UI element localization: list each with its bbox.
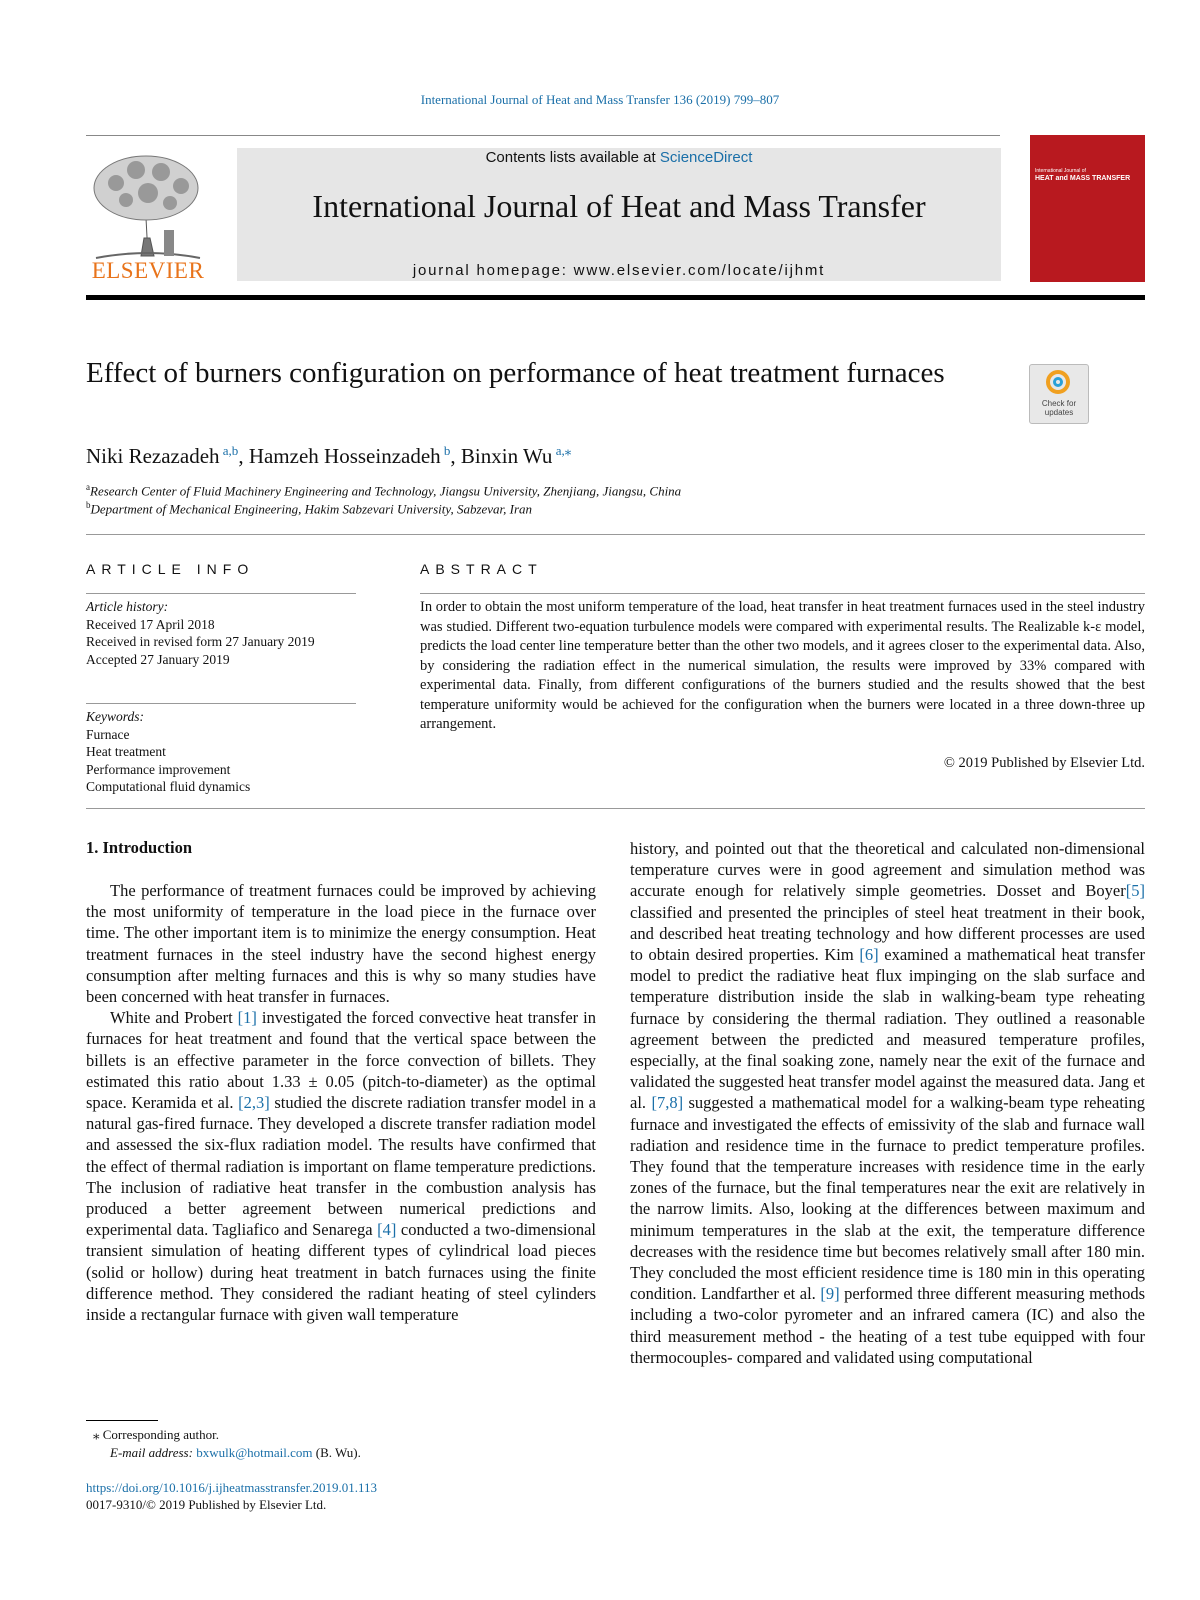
article-info-heading: ARTICLE INFO: [86, 561, 255, 577]
footnote-rule: [86, 1420, 158, 1421]
check-updates-label: Check for updates: [1041, 399, 1077, 417]
corresponding-author-note: ⁎ Corresponding author.: [93, 1427, 220, 1442]
citation-link[interactable]: [5]: [1125, 881, 1145, 901]
cover-title: HEAT and MASS TRANSFER: [1035, 175, 1131, 182]
keywords-label: Keywords:: [86, 709, 144, 724]
body-column-left: [86, 880, 596, 1325]
affiliation-a: $^a$Research Center of Fluid Machinery Engineering and Technology, Jiangsu University, Zhenjiang, Jiangsu, China: [86, 482, 682, 499]
author-separator: ,: [238, 444, 249, 468]
section-heading: 1. Introduction: [86, 838, 193, 857]
journal-citation[interactable]: International Journal of Heat and Mass Transfer 136 (2019) 799–807: [420, 92, 780, 107]
citation-link[interactable]: [4]: [377, 1220, 397, 1240]
keyword: Furnace: [86, 726, 130, 742]
body-text: White and Probert: [110, 1008, 238, 1028]
issn-line: 0017-9310/© 2019 Published by Elsevier Ltd.: [86, 1497, 327, 1512]
citation-link[interactable]: [1]: [237, 1008, 257, 1028]
history-revised: Received in revised form 27 January 2019: [86, 634, 315, 649]
abstract-text: In order to obtain the most uniform temperature of the load, heat transfer in heat treatment furnaces used in the steel industry was studied. Different two-equation turbulence models were compared with experimental results. The Realizable k-ε model, predicts the load center line temperature better than the other two models, and it agrees closer to the experimental data. Also, by considering the radiation effect in the numerical simulation, the results were improved by 33% compared with experimental data. Finally, from different configurations of the burners studied and the results showed that the best temperature uniformity would be achieved for the configuration when the burners were located in a three down-three up arrangement.: [420, 599, 1145, 732]
history-accepted: Accepted 27 January 2019: [86, 651, 230, 667]
keyword: Computational fluid dynamics: [86, 779, 251, 794]
body-text: studied the discrete radiation transfer model in a natural gas-fired furnace. They developed a discrete transfer radiation model and assessed the six-flux radiation model. The results have confirmed that the effect of thermal radiation is important on flame temperature predictions. The inclusion of radiative heat transfer in the combustion analysis has produced a better agreement between numerical predictions and experimental data. Tagliafico and Senarega: [86, 1093, 596, 1240]
keyword: Heat treatment: [86, 744, 166, 759]
body-text: The performance of treatment furnaces could be improved by achieving the most uniformity of temperature in the load piece in the furnace over time. The other important item is to minimize the energy consumption. Heat treatment furnaces in the steel industry have the second highest energy consumption after melting furnaces and this is why so many studies have been concerned with heat transfer in furnaces.: [86, 881, 596, 1007]
email-link[interactable]: bxwulk@hotmail.com: [196, 1445, 313, 1460]
abstract-copyright: © 2019 Published by Elsevier Ltd.: [943, 755, 1145, 771]
body-text: examined a mathematical heat transfer model to predict the radiative heat flux impinging on the slab surface and temperature distribution inside the slab in walking-beam type reheating furnace by considering the thermal radiation. They outlined a reasonable agreement between the predicted and measured temperature profiles, especially, at the final soaking zone, namely near the exit of the furnace and validated the suggested heat transfer model against the measured data. Jang et al.: [630, 945, 1145, 1113]
header-rule: [86, 135, 1000, 136]
affiliation-b: $^b$Department of Mechanical Engineering, Hakim Sabzevari University, Sabzevar, Iran: [86, 500, 533, 517]
cover-small-text: International Journal of: [1035, 168, 1086, 174]
article-history: [86, 598, 356, 668]
divider: [420, 593, 1145, 594]
keywords: [86, 708, 356, 796]
author-list: [86, 444, 571, 469]
check-for-updates-button[interactable]: [1029, 364, 1089, 424]
author-name[interactable]: Hamzeh Hosseinzadeh: [248, 444, 441, 468]
check-updates-icon: [1046, 370, 1070, 394]
paragraph: [86, 880, 596, 1007]
paragraph: [630, 838, 1145, 1368]
doi-link[interactable]: https://doi.org/10.1016/j.ijheatmasstransfer.2019.01.113: [86, 1480, 378, 1495]
abstract-heading: ABSTRACT: [420, 561, 543, 577]
contents-prefix: Contents lists available at: [485, 149, 660, 166]
author-affiliation-mark[interactable]: a,b: [219, 443, 239, 458]
divider: [86, 534, 1145, 535]
divider: [86, 593, 356, 594]
body-text: investigated the forced convective heat transfer in furnaces for heat treatment and found that the vertical space between the billets is an effective parameter in the force convection of billets. They estimated this ratio about 1.33 ± 0.05 (pitch-to-diameter) as the optimal space. Keramida et al.: [86, 1008, 596, 1113]
journal-title: International Journal of Heat and Mass Transfer: [312, 188, 926, 224]
body-text: performed three different measuring methods including a two-color pyrometer and an infrared camera (IC) and also the third measurement method - the heating of a test tube equipped with four thermocouples- compared and validated using computational: [630, 1284, 1145, 1367]
body-text: suggested a mathematical model for a walking-beam type reheating furnace and investigated the effects of emissivity of the slab and furnace wall radiation and residence time in the furnace to predict temperature profiles. They found that the temperature increases with residence time in the early zones of the furnace, but the final temperatures near the exit are relatively in the narrow limits. Also, looking at the differences between maximum and minimum temperatures in the slab at the exit, the temperature difference decreases with the residence time but becomes relatively small after 180 min. They concluded the most efficient residence time is 180 min in this operating condition. Landfarther et al.: [630, 1093, 1145, 1304]
email-note: E-mail address: bxwulk@hotmail.com (B. Wu).: [110, 1445, 361, 1460]
contents-line: [237, 149, 1001, 166]
body-text: conducted a two-dimensional transient simulation of heating different types of cylindrical load pieces (solid or hollow) during heat treatment in batch furnaces using the finite difference method. They considered the radiant heating of steel cylinders inside a rectangular furnace with given wall temperature: [86, 1220, 597, 1325]
author-separator: ,: [450, 444, 461, 468]
citation-link[interactable]: [6]: [859, 945, 879, 965]
journal-cover-thumbnail[interactable]: [1030, 135, 1145, 282]
keyword: Performance improvement: [86, 761, 231, 777]
journal-homepage[interactable]: journal homepage: www.elsevier.com/locate/ijhmt: [412, 262, 826, 279]
author-name[interactable]: Niki Rezazadeh: [86, 444, 220, 468]
footnote: [86, 1426, 361, 1462]
citation-link[interactable]: [9]: [820, 1284, 840, 1304]
divider: [86, 703, 356, 704]
header-thick-rule: [86, 295, 1145, 300]
cover-text: [1035, 167, 1135, 183]
citation-link[interactable]: [2,3]: [238, 1093, 270, 1113]
sciencedirect-link[interactable]: ScienceDirect: [659, 149, 753, 166]
author-affiliation-mark[interactable]: b: [440, 443, 451, 458]
history-label: Article history:: [86, 599, 169, 614]
author-affiliation-mark[interactable]: a,⁎: [552, 443, 572, 458]
body-column-right: [630, 838, 1145, 1368]
body-text: classified and presented the principles of steel heat treatment in their book, and described heat treating technology and how different processes are used to obtain desired properties. Kim: [630, 902, 1145, 965]
paragraph: [86, 1007, 596, 1325]
body-text: history, and pointed out that the theoretical and calculated non-dimensional temperature curves were in good agreement and simulation method was accurate enough for relatively simple geometries. Dosset and Boyer: [630, 839, 1145, 901]
history-received: Received 17 April 2018: [86, 616, 215, 632]
citation-link[interactable]: [7,8]: [651, 1093, 684, 1113]
doi-block: [86, 1479, 377, 1513]
author-name[interactable]: Binxin Wu: [460, 444, 553, 468]
paper-title: Effect of burners configuration on performance of heat treatment furnaces: [86, 357, 945, 389]
divider: [86, 808, 1145, 809]
elsevier-wordmark: ELSEVIER: [91, 258, 205, 283]
